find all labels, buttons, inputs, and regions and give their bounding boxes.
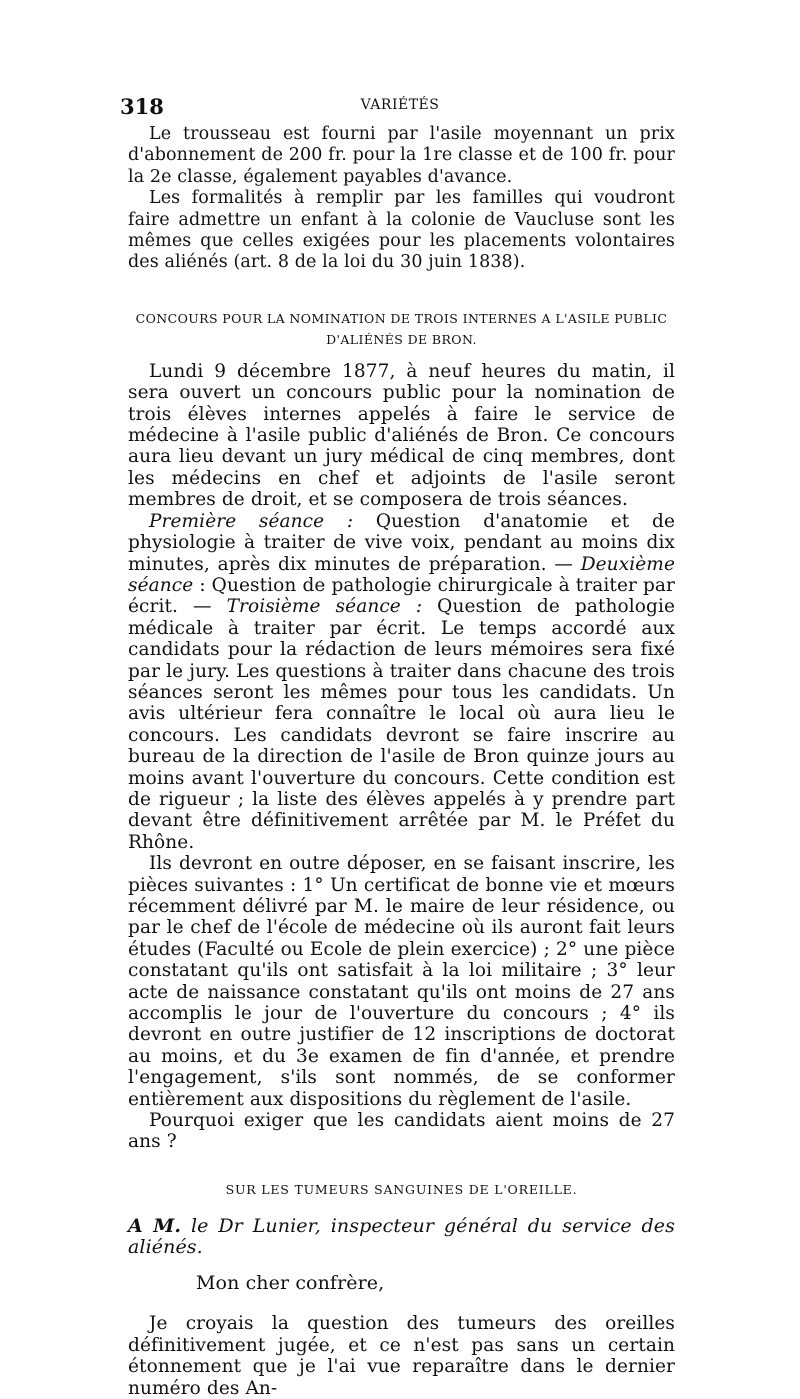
address-prefix: A M. (128, 1214, 182, 1237)
label-deuxieme-seance: Deuxième séance (128, 553, 675, 596)
letter-salutation: Mon cher confrère, (196, 1271, 385, 1294)
body-text (128, 124, 675, 1399)
page-header (120, 94, 680, 118)
page-number: 318 (120, 94, 164, 119)
paragraph-formalites: Les formalités à remplir par les familles qui voudront faire admettre un enfant à la colonie de Vaucluse sont les mêmes que celles exigées pour les placements volontaires des aliénés (art. 8 de la loi du 30 juin 1838). (128, 188, 675, 273)
letter-address (128, 1216, 675, 1259)
section-heading-concours: CONCOURS POUR LA NOMINATION DE TROIS INTERNES A L'ASILE PUBLIC D'ALIÉNÉS DE BRON. (135, 310, 668, 347)
paragraph-trousseau: Le trousseau est fourni par l'asile moyennant un prix d'abonnement de 200 fr. pour la 1re classe et de 100 fr. pour la 2e classe, également payables d'avance. (128, 124, 675, 187)
paragraph-seances (128, 511, 675, 854)
running-head: VARIÉTÉS (360, 97, 440, 113)
label-premiere-seance: Première séance : (149, 510, 354, 532)
text-troisieme-seance: Question de pathologie médicale à traiter par écrit. Le temps accordé aux candidats pour la rédaction de leurs mémoires sera fixé par le jury. Les questions à traiter dans chacune des trois séances seront les mêmes pour tous les candidats. Un avis ultérieur fera connaître le local où aura lieu le concours. Les candidats devront se faire inscrire au bureau de la direction de l'asile de Bron quinze jours au moins avant l'ouverture du concours. Cette condition est de rigueur ; la liste des élèves appelés à y prendre part devant être définitivement arrêtée par M. le Préfet du Rhône. (128, 596, 676, 853)
paragraph-pieces: Ils devront en outre déposer, en se faisant inscrire, les pièces suivantes : 1° Un certificat de bonne vie et mœurs récemment délivré par M. le maire de leur résidence, ou par le chef de l'école de médecine où ils auront fait leurs études (Faculté ou Ecole de plein exercice) ; 2° une pièce constatant qu'ils ont satisfait à la loi militaire ; 3° leur acte de naissance constatant qu'ils ont moins de 27 ans accomplis le jour de l'ouverture du concours ; 4° ils devront en outre justifier de 12 inscriptions de doctorat au moins, et du 3e examen de fin d'année, et prendre l'engagement, s'ils sont nommés, de se conformer entièrement aux dispositions du règlement de l'asile. (128, 853, 675, 1110)
address-recipient: le Dr Lunier, inspecteur général du service des aliénés. (128, 1214, 676, 1259)
text-deuxieme-seance: : Question de pathologie chirurgicale à traiter par écrit. — (128, 574, 675, 618)
paragraph-question-age: Pourquoi exiger que les candidats aient moins de 27 ans ? (128, 1110, 675, 1153)
label-troisieme-seance: Troisième séance : (226, 596, 423, 618)
section-heading-tumeurs: SUR LES TUMEURS SANGUINES DE L'OREILLE. (225, 1181, 578, 1197)
text-premiere-seance: Question d'anatomie et de physiologie à traiter de vive voix, pendant au moins dix minutes, après dix minutes de préparation. — (128, 510, 675, 575)
paragraph-concours-announcement: Lundi 9 décembre 1877, à neuf heures du matin, il sera ouvert un concours public pour la nomination de trois élèves internes appelés à faire le service de médecine à l'asile public d'aliénés de Bron. Ce concours aura lieu devant un jury médical de cinq membres, dont les médecins en chef et adjoints de l'asile seront membres de droit, et se composera de trois séances. (128, 360, 675, 511)
paragraph-letter-opening: Je croyais la question des tumeurs des oreilles définitivement jugée, et ce n'est pas sans un certain étonnement que je l'ai vue reparaître dans le dernier numéro des An- (128, 1313, 675, 1399)
